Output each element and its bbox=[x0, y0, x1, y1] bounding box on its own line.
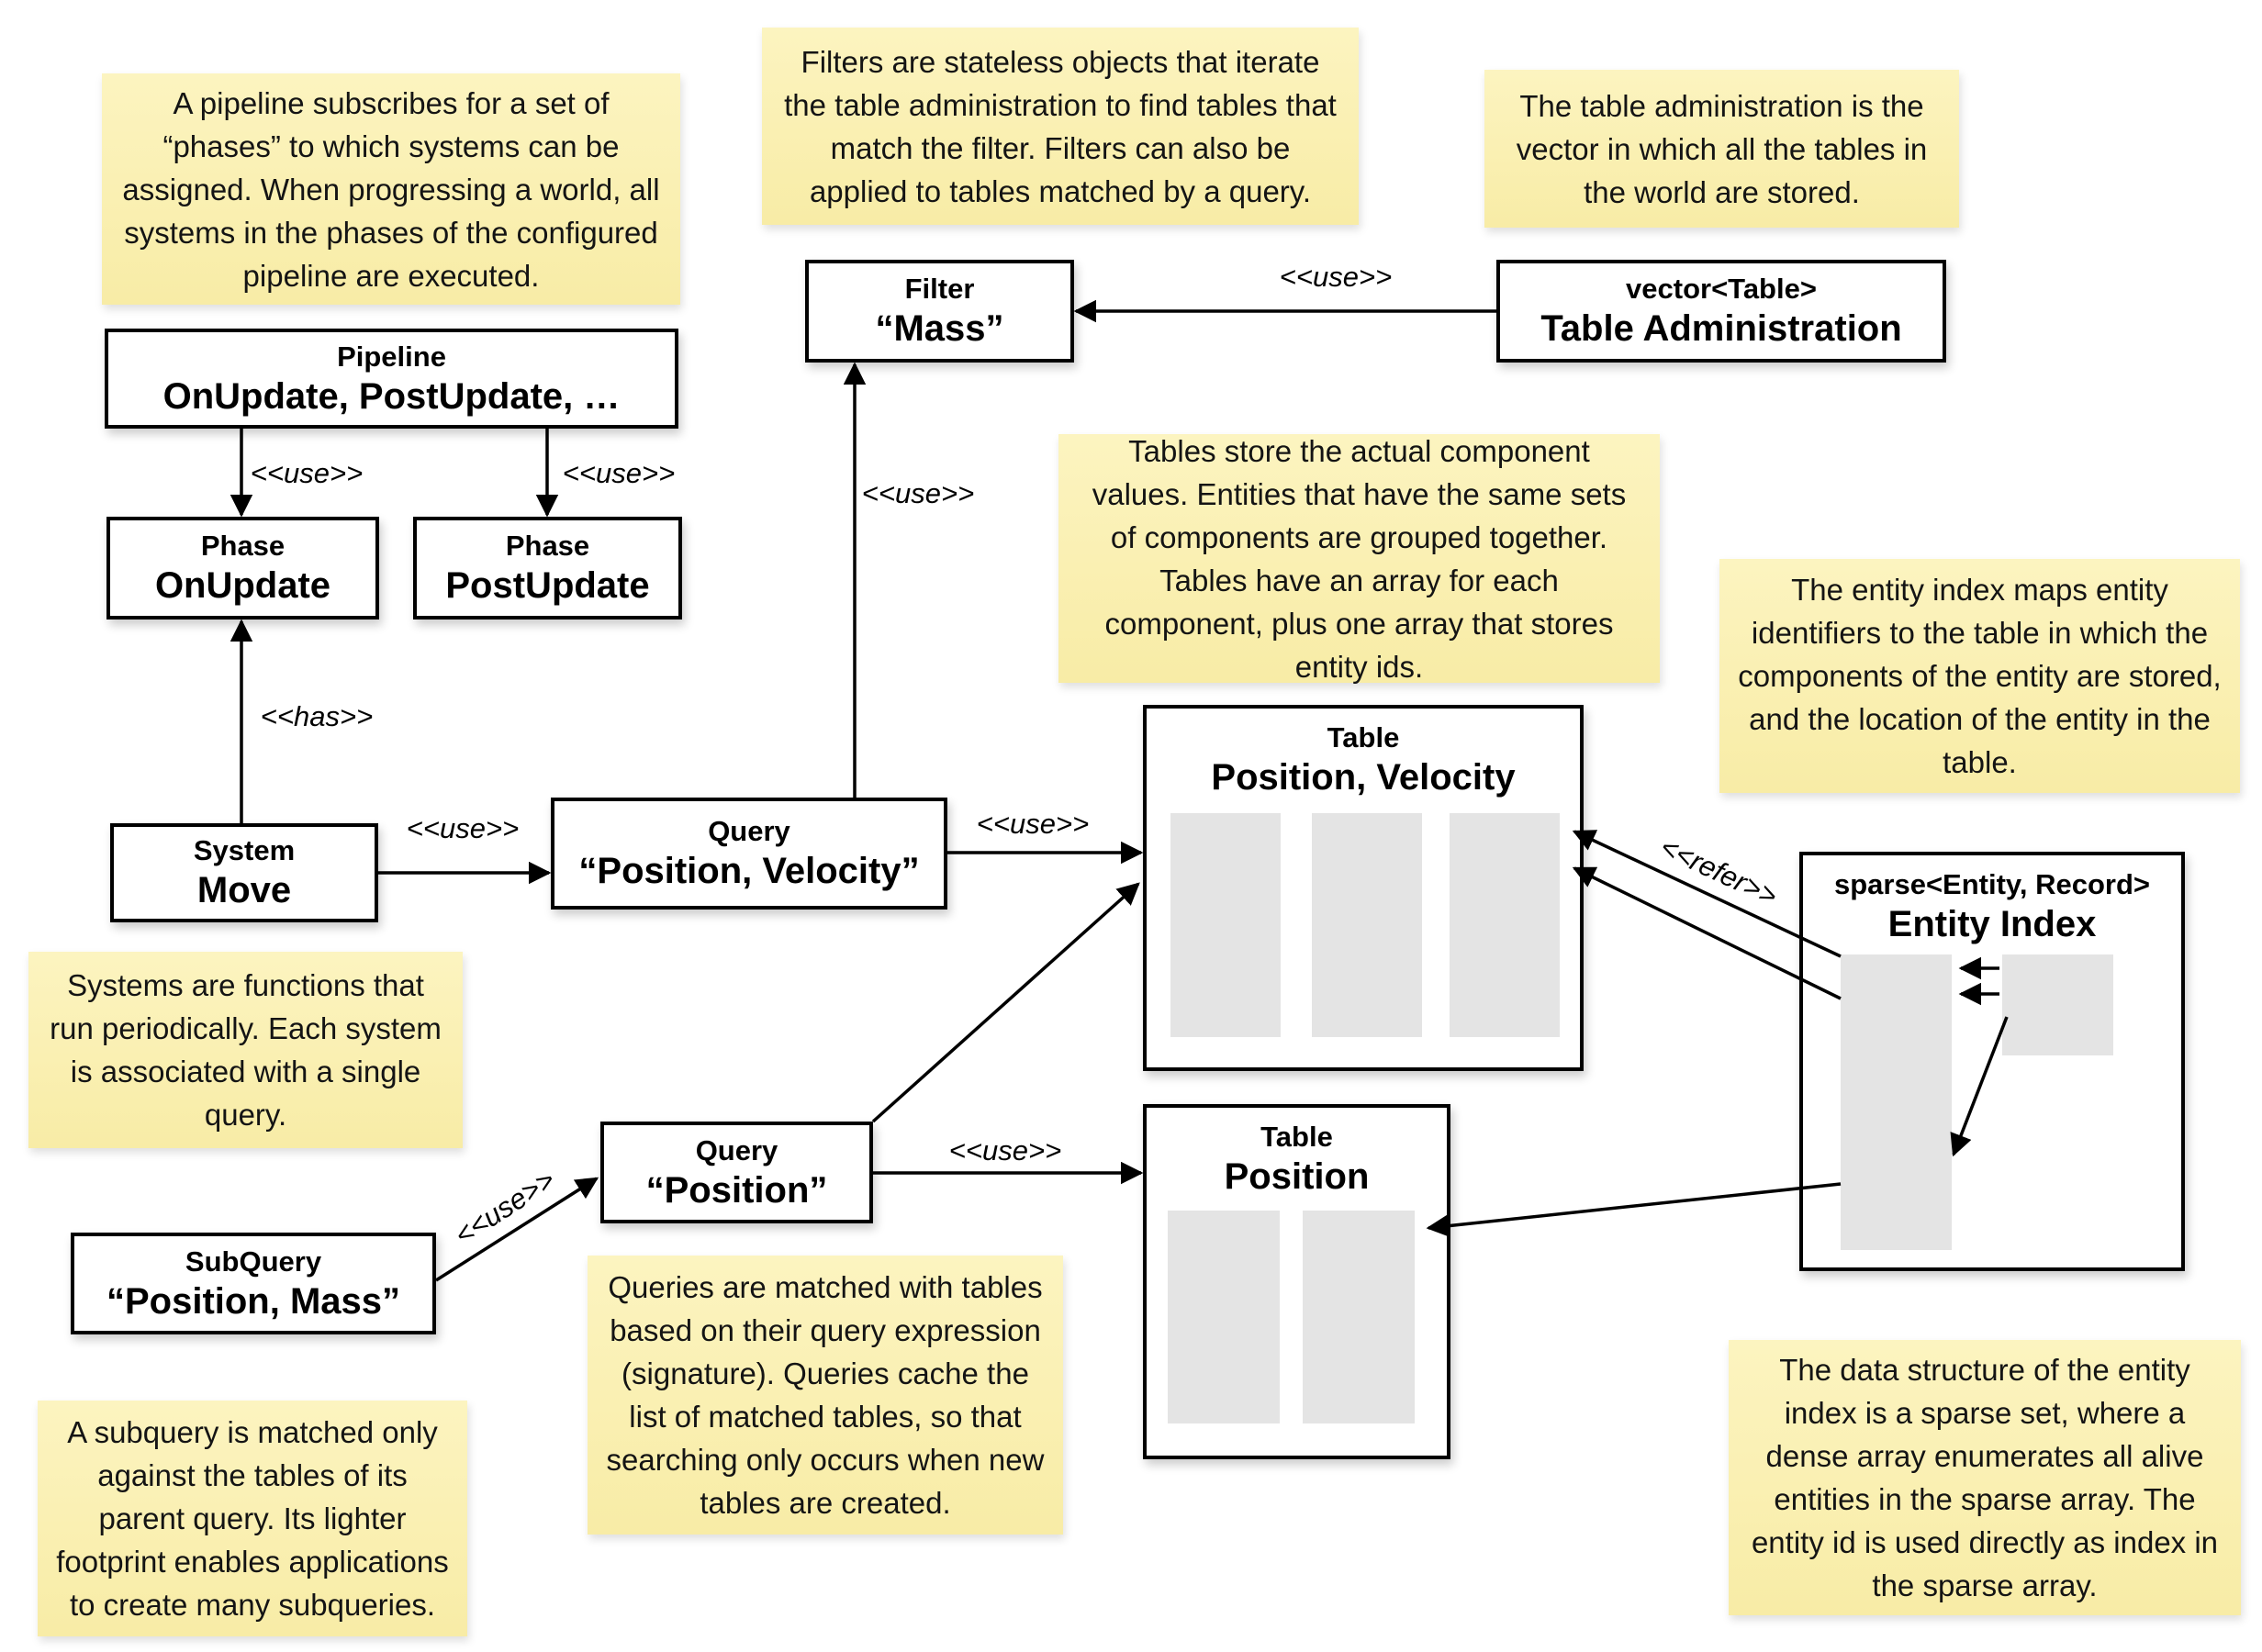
node-system-move-stereotype: System bbox=[193, 834, 296, 866]
entity-index-dense-array bbox=[2002, 954, 2113, 1055]
node-phase-postupdate-name: PostUpdate bbox=[445, 565, 650, 606]
note-subquery: A subquery is matched only against the tables of its parent query. Its lighter footprint enables applications to create many subqueries. bbox=[38, 1401, 467, 1636]
note-queries: Queries are matched with tables based on their query expression (signature). Queries cache the list of matched tables, so that searching only occurs when new tables are created. bbox=[588, 1256, 1063, 1535]
table-pv-component-array-3 bbox=[1450, 813, 1560, 1037]
table-pv-component-array-2 bbox=[1312, 813, 1422, 1037]
node-system-move bbox=[110, 823, 378, 922]
node-query-position-velocity-stereotype: Query bbox=[708, 815, 790, 847]
note-pipeline: A pipeline subscribes for a set of “phases” to which systems can be assigned. When progressing a world, all systems in the phases of the configured pipeline are executed. bbox=[102, 73, 680, 305]
node-phase-onupdate bbox=[106, 517, 379, 620]
note-tables: Tables store the actual component values. Entities that have the same sets of components are grouped together. Tables have an array for each component, plus one array that stores entity ids. bbox=[1058, 434, 1660, 683]
node-phase-postupdate-stereotype: Phase bbox=[505, 530, 590, 562]
node-phase-postupdate bbox=[413, 517, 682, 620]
label-use-query-pv-table-pv: <<use>> bbox=[976, 808, 1090, 840]
table-pv-component-array-1 bbox=[1170, 813, 1281, 1037]
table-p-component-array-2 bbox=[1303, 1211, 1415, 1423]
node-table-administration-stereotype: vector<Table> bbox=[1626, 273, 1817, 305]
table-p-component-array-1 bbox=[1168, 1211, 1280, 1423]
note-table-admin: The table administration is the vector in which all the tables in the world are stored. bbox=[1484, 70, 1959, 228]
note-systems: Systems are functions that run periodically. Each system is associated with a single query. bbox=[28, 952, 463, 1148]
node-table-position-velocity-stereotype: Table bbox=[1327, 721, 1400, 753]
node-entity-index-name: Entity Index bbox=[1887, 904, 2097, 944]
label-use-admin-filter: <<use>> bbox=[1279, 261, 1393, 293]
node-query-position-velocity bbox=[551, 798, 947, 910]
node-table-position-velocity-name: Position, Velocity bbox=[1211, 757, 1516, 798]
node-query-position bbox=[600, 1122, 873, 1223]
label-use-query-filter: <<use>> bbox=[861, 477, 975, 509]
node-filter-mass-name: “Mass” bbox=[875, 308, 1004, 349]
node-phase-onupdate-stereotype: Phase bbox=[200, 530, 286, 562]
label-use-pipeline-onupdate: <<use>> bbox=[250, 457, 364, 489]
node-phase-onupdate-name: OnUpdate bbox=[154, 565, 331, 606]
note-entity-index: The entity index maps entity identifiers to the table in which the components of the entity are stored, and the location of the entity in the table. bbox=[1719, 559, 2240, 793]
note-filters: Filters are stateless objects that iterate the table administration to find tables that match the filter. Filters can also be applied to tables matched by a query. bbox=[762, 28, 1359, 225]
label-use-system-query: <<use>> bbox=[406, 812, 520, 844]
node-system-move-name: Move bbox=[196, 870, 292, 910]
node-pipeline-stereotype: Pipeline bbox=[337, 340, 446, 373]
node-query-position-name: “Position” bbox=[645, 1169, 828, 1211]
arrow-query-p-to-table-pv bbox=[873, 884, 1138, 1122]
entity-index-sparse-array bbox=[1841, 954, 1952, 1250]
node-table-administration-name: Table Administration bbox=[1540, 308, 1902, 349]
node-table-position bbox=[1143, 1104, 1450, 1459]
node-filter-mass bbox=[805, 260, 1074, 363]
node-filter-mass-stereotype: Filter bbox=[904, 273, 975, 305]
node-table-position-name: Position bbox=[1224, 1156, 1370, 1197]
label-use-subquery-query-p: <<use>> bbox=[448, 1163, 561, 1252]
node-entity-index-stereotype: sparse<Entity, Record> bbox=[1833, 868, 2150, 900]
node-subquery-stereotype: SubQuery bbox=[185, 1245, 322, 1278]
note-sparse-set: The data structure of the entity index is a sparse set, where a dense array enumerates all alive entities in the sparse array. The entity id is used directly as index in the sparse array. bbox=[1729, 1340, 2241, 1615]
node-pipeline bbox=[105, 329, 678, 429]
node-query-position-stereotype: Query bbox=[695, 1133, 778, 1166]
node-query-position-velocity-name: “Position, Velocity” bbox=[578, 851, 920, 891]
label-refer-entity-index: <<refer>> bbox=[1655, 830, 1783, 913]
arrow-entity-index-to-table-p bbox=[1428, 1184, 1841, 1228]
node-subquery-name: “Position, Mass” bbox=[106, 1280, 401, 1322]
node-subquery bbox=[71, 1233, 436, 1334]
node-table-position-velocity bbox=[1143, 705, 1584, 1071]
label-use-query-p-table-p: <<use>> bbox=[948, 1134, 1062, 1166]
label-has-system-phase: <<has>> bbox=[260, 700, 374, 732]
node-table-administration bbox=[1496, 260, 1946, 363]
label-use-pipeline-postupdate: <<use>> bbox=[562, 457, 676, 489]
node-entity-index bbox=[1799, 852, 2185, 1271]
node-table-position-stereotype: Table bbox=[1260, 1121, 1333, 1153]
node-pipeline-name: OnUpdate, PostUpdate, … bbox=[162, 375, 621, 417]
